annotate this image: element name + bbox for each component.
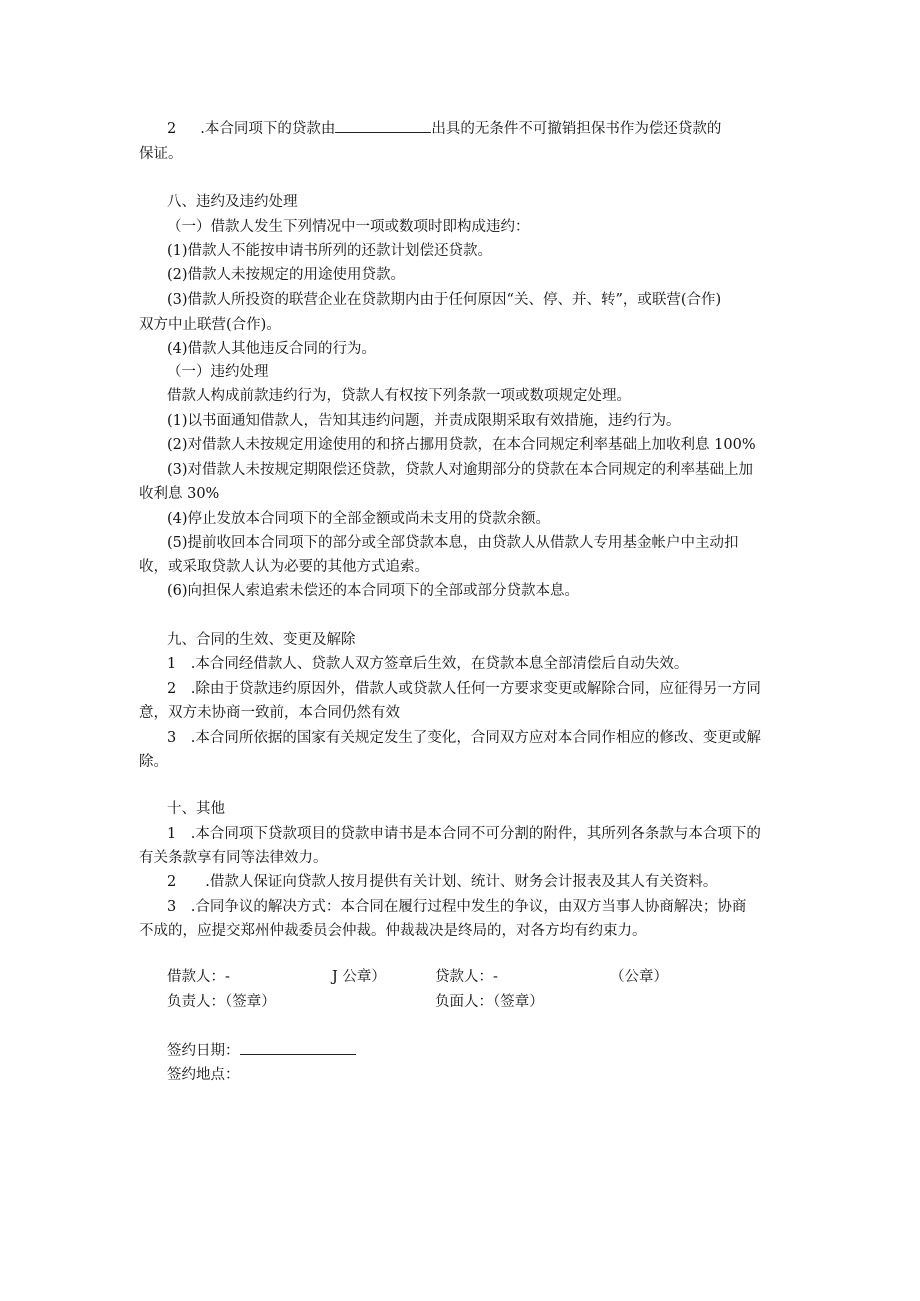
section-8-item: 双方中止联营(合作)。 [139,317,281,333]
section-10-line: 不成的，应提交郑州仲裁委员会仲裁。仲裁裁决是终局的，对各方均有约束力。 [139,923,647,939]
section-9-heading: 九、合同的生效、变更及解除 [167,632,356,648]
section-8-remedy: (3)对借款人未按规定期限偿还贷款，贷款人对逾期部分的贷款在本合同规定的利率基础上加 [167,462,754,478]
section-10-line: 2 .借款人保证向贷款人按月提供有关计划、统计、财务会计报表及其人有关资料。 [167,874,718,890]
borrower-label: 借款人：- [167,969,230,985]
clause-2-line [167,118,721,140]
section-8-sub2-heading: （一）违约处理 [167,364,269,380]
signing-date-line [167,1040,356,1062]
section-10-heading: 十、其他 [167,801,225,817]
clause-2-text-b: 出具的无条件不可撤销担保书作为偿还贷款的 [431,121,722,137]
section-8-intro: 借款人构成前款违约行为，贷款人有权按下列条款一项或数项规定处理。 [167,388,631,404]
section-8-remedy: 收利息 30% [139,486,220,502]
section-9-line: 1 .本合同经借款人、贷款人双方签章后生效，在贷款本息全部清偿后自动失效。 [167,656,689,672]
section-8-remedy: (2)对借款人未按规定用途使用的和挤占挪用贷款，在本合同规定利率基础上加收利息 100% [167,437,756,453]
section-9-line: 2 .除由于贷款违约原因外，借款人或贷款人任何一方要求变更或解除合同，应征得另一方同 [167,681,761,697]
clause-2-continuation: 保证。 [139,146,183,162]
clause-2-number: 2 [167,121,177,137]
section-10-line: 3 .合同争议的解决方式：本合同在履行过程中发生的争议，由双方当事人协商解决；协商 [167,899,747,915]
guarantor-blank [335,118,431,133]
signing-date-blank [240,1040,356,1055]
section-8-remedy: (4)停止发放本合同项下的全部金额或尚未支用的贷款余额。 [167,511,551,527]
section-10-line: 1 .本合同项下贷款项目的贷款申请书是本合同不可分割的附件，其所列各条款与本合项下的 [167,826,761,842]
lender-representative: 负面人：（签章） [435,994,544,1010]
section-8-item: (4)借款人其他违反合同的行为。 [167,341,377,357]
lender-label: 贷款人：- [435,969,498,985]
section-8-remedy: 收，或采取贷款人认为必要的其他方式追索。 [139,559,429,575]
borrower-representative: 负责人：（签章） [167,994,276,1010]
section-8-heading: 八、违约及违约处理 [167,194,298,210]
section-9-line: 3 .本合同所依据的国家有关规定发生了变化，合同双方应对本合同作相应的修改、变更或解 [167,730,761,746]
section-10-line: 有关条款享有同等法律效力。 [139,850,328,866]
borrower-seal: J 公章） [332,969,386,985]
section-9-line: 意，双方未协商一致前，本合同仍然有效 [139,705,400,721]
section-8-remedy: (1)以书面通知借款人，告知其违约问题，并责成限期采取有效措施，违约行为。 [167,413,681,429]
section-9-line: 除。 [139,754,168,770]
section-8-item: (3)借款人所投资的联营企业在贷款期内由于任何原因“关、停、并、转”，或联营(合作) [167,292,722,308]
signing-date-label: 签约日期： [167,1043,240,1059]
signing-place-label: 签约地点： [167,1067,240,1083]
section-8-remedy: (5)提前收回本合同项下的部分或全部贷款本息，由贷款人从借款人专用基金帐户中主动扣 [167,535,739,551]
section-8-sub1-heading: （一）借款人发生下列情况中一项或数项时即构成违约： [167,219,530,235]
section-8-item: (2)借款人未按规定的用途使用贷款。 [167,267,406,283]
section-8-remedy: (6)向担保人索追索未偿还的本合同项下的全部或部分贷款本息。 [167,583,580,599]
lender-seal: （公章） [610,969,668,985]
clause-2-text-a: .本合同项下的贷款由 [200,121,336,137]
section-8-item: (1)借款人不能按申请书所列的还款计划偿还贷款。 [167,243,493,259]
